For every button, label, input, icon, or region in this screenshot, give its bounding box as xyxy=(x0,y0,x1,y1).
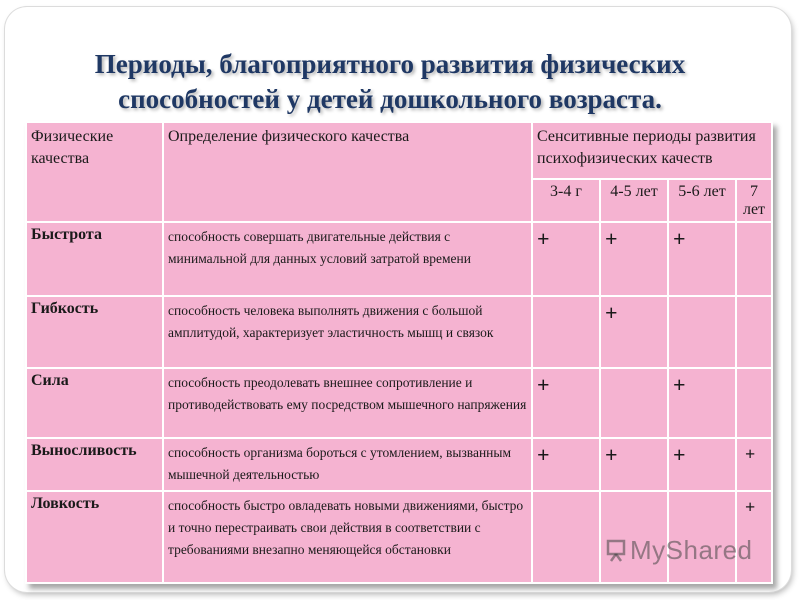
quality-name: Сила xyxy=(26,368,163,438)
period-mark: + xyxy=(600,296,668,368)
quality-name: Выносливость xyxy=(26,438,163,491)
period-mark xyxy=(736,368,772,438)
quality-name: Гибкость xyxy=(26,296,163,368)
period-mark: + xyxy=(668,438,736,491)
quality-definition: способность организма бороться с утомлением, вызванным мышечной деятельностью xyxy=(163,438,532,491)
header-definition: Определение физического качества xyxy=(163,122,532,222)
period-mark: + xyxy=(736,491,772,583)
quality-name: Ловкость xyxy=(26,491,163,583)
table-row xyxy=(26,438,772,491)
period-mark xyxy=(532,491,600,583)
quality-definition: способность быстро овладевать новыми движениями, быстро и точно перестраивать свои действия в соответствии с требованиями внезапно меняющейся обстановки xyxy=(163,491,532,583)
table-row xyxy=(26,296,772,368)
header-age: 5-6 лет xyxy=(668,179,736,222)
watermark xyxy=(606,535,753,566)
quality-definition: способность преодолевать внешнее сопротивление и противодействовать ему посредством мышечного напряжения xyxy=(163,368,532,438)
period-mark: + xyxy=(736,438,772,491)
period-mark: + xyxy=(532,368,600,438)
slide-title xyxy=(5,47,775,117)
period-mark xyxy=(736,296,772,368)
table-header-row xyxy=(26,122,772,179)
header-age: 7 лет xyxy=(736,179,772,222)
period-mark: + xyxy=(600,222,668,296)
period-mark: + xyxy=(668,222,736,296)
watermark-text: MyShared xyxy=(630,535,753,565)
period-mark xyxy=(668,296,736,368)
period-mark: + xyxy=(600,438,668,491)
title-line-2: способностей у детей дошкольного возраста. xyxy=(118,84,662,114)
period-mark: + xyxy=(668,368,736,438)
header-age: 3-4 г xyxy=(532,179,600,222)
quality-definition: способность совершать двигательные действия с минимальной для данных условий затратой времени xyxy=(163,222,532,296)
table-row xyxy=(26,368,772,438)
header-quality: Физические качества xyxy=(26,122,163,222)
quality-definition: способность человека выполнять движения с большой амплитудой, характеризует эластичность мышц и связок xyxy=(163,296,532,368)
slide-frame xyxy=(5,7,791,592)
presentation-board-icon xyxy=(606,538,626,562)
period-mark xyxy=(600,368,668,438)
quality-name: Быстрота xyxy=(26,222,163,296)
header-age: 4-5 лет xyxy=(600,179,668,222)
table-row xyxy=(26,222,772,296)
period-mark: + xyxy=(532,438,600,491)
sensitive-periods-table xyxy=(25,121,773,584)
header-periods: Сенситивные периоды развития психофизических качеств xyxy=(532,122,772,179)
title-line-1: Периоды, благоприятного развития физических xyxy=(94,49,686,79)
period-mark xyxy=(532,296,600,368)
period-mark xyxy=(736,222,772,296)
period-mark: + xyxy=(532,222,600,296)
